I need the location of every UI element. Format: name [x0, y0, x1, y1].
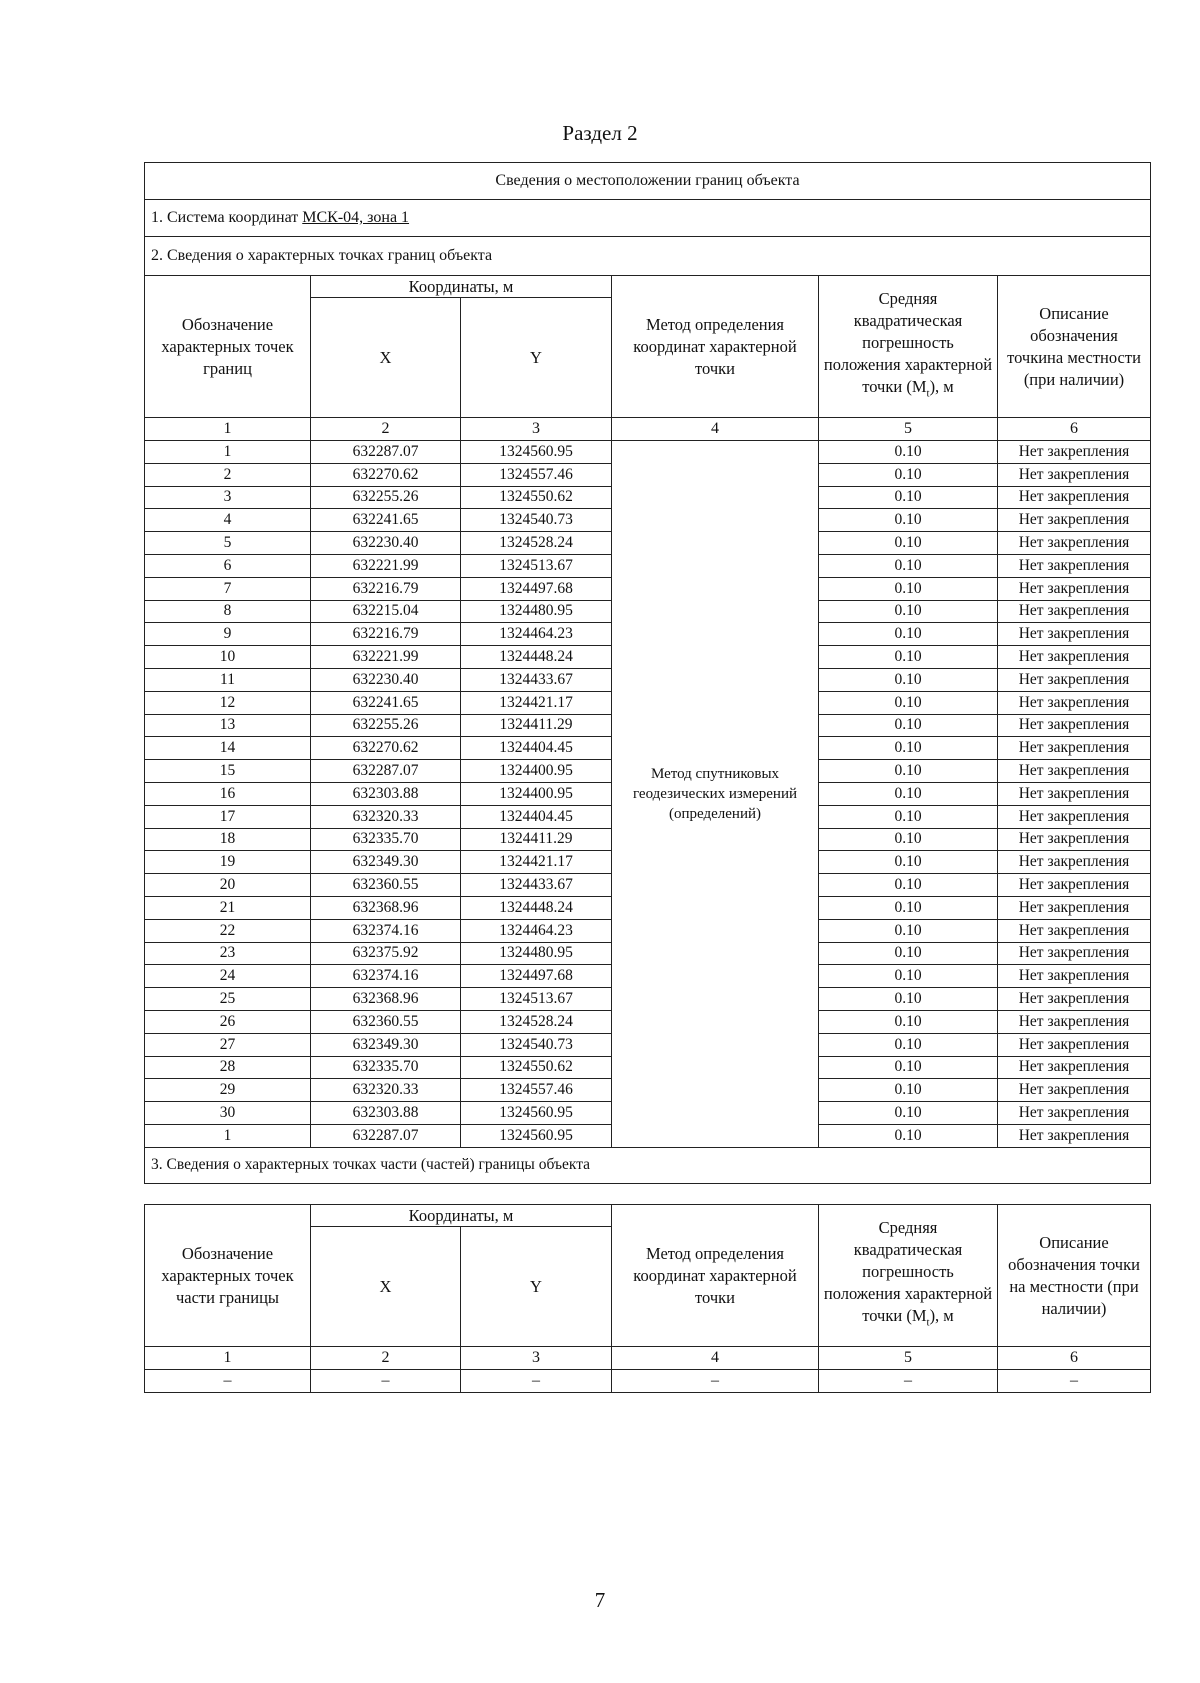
point-number: 3	[145, 486, 311, 509]
point-error: 0.10	[819, 760, 998, 783]
column-number: 2	[311, 1347, 461, 1370]
point-x: 632270.62	[311, 463, 461, 486]
point-error: 0.10	[819, 1056, 998, 1079]
point-x: 632360.55	[311, 1010, 461, 1033]
point-description: Нет закрепления	[998, 782, 1151, 805]
point-error: 0.10	[819, 1010, 998, 1033]
point-error: 0.10	[819, 1102, 998, 1125]
point-y: 1324464.23	[461, 623, 612, 646]
col-header-coords: Координаты, м	[311, 276, 612, 298]
point-error: 0.10	[819, 463, 998, 486]
point-description: Нет закрепления	[998, 1010, 1151, 1033]
point-description: Нет закрепления	[998, 805, 1151, 828]
point-description: Нет закрепления	[998, 874, 1151, 897]
point-y: 1324433.67	[461, 874, 612, 897]
table-row	[145, 441, 1151, 464]
empty-cell: –	[819, 1370, 998, 1393]
point-error: 0.10	[819, 691, 998, 714]
point-error: 0.10	[819, 1124, 998, 1147]
point-number: 22	[145, 919, 311, 942]
point-x: 632287.07	[311, 1124, 461, 1147]
point-description: Нет закрепления	[998, 896, 1151, 919]
part-col-header-description: Описание обозначения точки на местности (при наличии)	[998, 1205, 1151, 1347]
column-number: 6	[998, 418, 1151, 441]
point-error: 0.10	[819, 942, 998, 965]
column-number: 1	[145, 418, 311, 441]
col-header-x: X	[311, 298, 461, 418]
point-number: 14	[145, 737, 311, 760]
point-y: 1324560.95	[461, 1124, 612, 1147]
point-description: Нет закрепления	[998, 691, 1151, 714]
point-description: Нет закрепления	[998, 965, 1151, 988]
point-description: Нет закрепления	[998, 760, 1151, 783]
point-error: 0.10	[819, 714, 998, 737]
point-error: 0.10	[819, 965, 998, 988]
part-boundary-table	[144, 1204, 1151, 1393]
point-error: 0.10	[819, 874, 998, 897]
point-description: Нет закрепления	[998, 851, 1151, 874]
column-number: 3	[461, 1347, 612, 1370]
point-x: 632368.96	[311, 988, 461, 1011]
point-number: 1	[145, 1124, 311, 1147]
part-col-header-designation: Обозначение характерных точек части границы	[145, 1205, 311, 1347]
empty-cell: –	[461, 1370, 612, 1393]
section2-title: 2. Сведения о характерных точках границ объекта	[145, 237, 1151, 276]
main-header: Сведения о местоположении границ объекта	[145, 163, 1151, 200]
point-description: Нет закрепления	[998, 737, 1151, 760]
point-x: 632230.40	[311, 668, 461, 691]
page-number: 7	[594, 1588, 606, 1612]
point-y: 1324480.95	[461, 600, 612, 623]
col-header-description: Описание обозначения точкина местности (при наличии)	[998, 276, 1151, 418]
point-y: 1324421.17	[461, 851, 612, 874]
point-error: 0.10	[819, 919, 998, 942]
point-number: 16	[145, 782, 311, 805]
point-error: 0.10	[819, 851, 998, 874]
point-description: Нет закрепления	[998, 988, 1151, 1011]
point-x: 632360.55	[311, 874, 461, 897]
point-y: 1324557.46	[461, 1079, 612, 1102]
point-description: Нет закрепления	[998, 1056, 1151, 1079]
point-x: 632368.96	[311, 896, 461, 919]
point-error: 0.10	[819, 896, 998, 919]
point-error: 0.10	[819, 1033, 998, 1056]
point-x: 632216.79	[311, 577, 461, 600]
point-x: 632320.33	[311, 805, 461, 828]
point-number: 29	[145, 1079, 311, 1102]
point-description: Нет закрепления	[998, 441, 1151, 464]
page-title: Раздел 2	[562, 121, 638, 145]
point-error: 0.10	[819, 988, 998, 1011]
point-y: 1324540.73	[461, 1033, 612, 1056]
point-description: Нет закрепления	[998, 509, 1151, 532]
point-description: Нет закрепления	[998, 554, 1151, 577]
point-x: 632335.70	[311, 1056, 461, 1079]
point-number: 23	[145, 942, 311, 965]
point-x: 632255.26	[311, 486, 461, 509]
point-y: 1324411.29	[461, 714, 612, 737]
point-x: 632270.62	[311, 737, 461, 760]
point-y: 1324404.45	[461, 737, 612, 760]
point-x: 632287.07	[311, 441, 461, 464]
point-error: 0.10	[819, 668, 998, 691]
point-x: 632241.65	[311, 691, 461, 714]
empty-cell: –	[145, 1370, 311, 1393]
point-x: 632349.30	[311, 851, 461, 874]
point-number: 20	[145, 874, 311, 897]
empty-cell: –	[612, 1370, 819, 1393]
point-number: 9	[145, 623, 311, 646]
part-col-header-x: X	[311, 1227, 461, 1347]
point-description: Нет закрепления	[998, 486, 1151, 509]
point-y: 1324433.67	[461, 668, 612, 691]
empty-cell: –	[311, 1370, 461, 1393]
point-x: 632216.79	[311, 623, 461, 646]
point-number: 6	[145, 554, 311, 577]
point-x: 632215.04	[311, 600, 461, 623]
point-error: 0.10	[819, 805, 998, 828]
point-x: 632374.16	[311, 919, 461, 942]
point-number: 4	[145, 509, 311, 532]
point-y: 1324448.24	[461, 646, 612, 669]
point-y: 1324421.17	[461, 691, 612, 714]
point-number: 2	[145, 463, 311, 486]
point-x: 632303.88	[311, 1102, 461, 1125]
point-error: 0.10	[819, 554, 998, 577]
point-x: 632320.33	[311, 1079, 461, 1102]
column-number: 4	[612, 1347, 819, 1370]
column-numbers-row	[145, 418, 1151, 441]
point-number: 15	[145, 760, 311, 783]
point-number: 1	[145, 441, 311, 464]
boundary-points-table	[144, 162, 1151, 1184]
point-number: 7	[145, 577, 311, 600]
point-description: Нет закрепления	[998, 828, 1151, 851]
point-description: Нет закрепления	[998, 714, 1151, 737]
point-error: 0.10	[819, 600, 998, 623]
point-y: 1324560.95	[461, 1102, 612, 1125]
point-y: 1324513.67	[461, 988, 612, 1011]
point-number: 12	[145, 691, 311, 714]
point-error: 0.10	[819, 441, 998, 464]
point-description: Нет закрепления	[998, 1079, 1151, 1102]
point-x: 632221.99	[311, 554, 461, 577]
point-y: 1324540.73	[461, 509, 612, 532]
empty-cell: –	[998, 1370, 1151, 1393]
point-number: 21	[145, 896, 311, 919]
point-y: 1324464.23	[461, 919, 612, 942]
point-description: Нет закрепления	[998, 668, 1151, 691]
point-description: Нет закрепления	[998, 646, 1151, 669]
point-x: 632375.92	[311, 942, 461, 965]
point-number: 5	[145, 532, 311, 555]
col-header-y: Y	[461, 298, 612, 418]
point-x: 632349.30	[311, 1033, 461, 1056]
section3-title: 3. Сведения о характерных точках части (частей) границы объекта	[145, 1147, 1151, 1183]
point-error: 0.10	[819, 509, 998, 532]
point-number: 24	[145, 965, 311, 988]
point-error: 0.10	[819, 782, 998, 805]
point-number: 8	[145, 600, 311, 623]
point-error: 0.10	[819, 532, 998, 555]
point-error: 0.10	[819, 828, 998, 851]
point-number: 18	[145, 828, 311, 851]
part-empty-row	[145, 1370, 1151, 1393]
point-y: 1324448.24	[461, 896, 612, 919]
column-number: 5	[819, 418, 998, 441]
point-description: Нет закрепления	[998, 919, 1151, 942]
coord-system-label: 1. Система координат	[151, 209, 303, 226]
point-y: 1324404.45	[461, 805, 612, 828]
point-x: 632335.70	[311, 828, 461, 851]
point-error: 0.10	[819, 577, 998, 600]
point-number: 13	[145, 714, 311, 737]
point-y: 1324400.95	[461, 760, 612, 783]
column-number: 6	[998, 1347, 1151, 1370]
col-header-error: Средняя квадратическая погрешность положения характерной точки $(M_t)$, м	[819, 276, 998, 418]
point-x: 632374.16	[311, 965, 461, 988]
point-description: Нет закрепления	[998, 942, 1151, 965]
point-description: Нет закрепления	[998, 600, 1151, 623]
point-number: 30	[145, 1102, 311, 1125]
point-number: 25	[145, 988, 311, 1011]
col-header-designation: Обозначение характерных точек границ	[145, 276, 311, 418]
part-col-header-method: Метод определения координат характерной точки	[612, 1205, 819, 1347]
column-number: 5	[819, 1347, 998, 1370]
column-number: 1	[145, 1347, 311, 1370]
point-description: Нет закрепления	[998, 1102, 1151, 1125]
point-y: 1324550.62	[461, 486, 612, 509]
point-y: 1324560.95	[461, 441, 612, 464]
part-col-header-error: Средняя квадратическая погрешность положения характерной точки $(M_t)$, м	[819, 1205, 998, 1347]
part-col-header-coords: Координаты, м	[311, 1205, 612, 1227]
point-y: 1324480.95	[461, 942, 612, 965]
point-y: 1324528.24	[461, 532, 612, 555]
point-x: 632287.07	[311, 760, 461, 783]
point-number: 27	[145, 1033, 311, 1056]
point-number: 19	[145, 851, 311, 874]
point-x: 632303.88	[311, 782, 461, 805]
point-error: 0.10	[819, 646, 998, 669]
point-description: Нет закрепления	[998, 532, 1151, 555]
point-number: 28	[145, 1056, 311, 1079]
point-y: 1324557.46	[461, 463, 612, 486]
point-description: Нет закрепления	[998, 1033, 1151, 1056]
column-number: 4	[612, 418, 819, 441]
point-number: 17	[145, 805, 311, 828]
point-y: 1324550.62	[461, 1056, 612, 1079]
point-x: 632221.99	[311, 646, 461, 669]
part-column-numbers-row	[145, 1347, 1151, 1370]
point-y: 1324513.67	[461, 554, 612, 577]
point-error: 0.10	[819, 623, 998, 646]
point-description: Нет закрепления	[998, 577, 1151, 600]
point-y: 1324411.29	[461, 828, 612, 851]
point-x: 632230.40	[311, 532, 461, 555]
coord-system-value: МСК-04, зона 1	[302, 209, 410, 226]
point-error: 0.10	[819, 737, 998, 760]
point-y: 1324497.68	[461, 577, 612, 600]
point-y: 1324528.24	[461, 1010, 612, 1033]
point-x: 632241.65	[311, 509, 461, 532]
point-description: Нет закрепления	[998, 463, 1151, 486]
coord-system	[145, 200, 1151, 237]
point-description: Нет закрепления	[998, 623, 1151, 646]
point-error: 0.10	[819, 1079, 998, 1102]
column-number: 3	[461, 418, 612, 441]
point-y: 1324497.68	[461, 965, 612, 988]
point-number: 10	[145, 646, 311, 669]
point-description: Нет закрепления	[998, 1124, 1151, 1147]
point-error: 0.10	[819, 486, 998, 509]
point-y: 1324400.95	[461, 782, 612, 805]
part-col-header-y: Y	[461, 1227, 612, 1347]
point-x: 632255.26	[311, 714, 461, 737]
column-number: 2	[311, 418, 461, 441]
point-number: 11	[145, 668, 311, 691]
col-header-method: Метод определения координат характерной точки	[612, 276, 819, 418]
method-cell: Метод спутниковых геодезических измерений (определений)	[612, 441, 819, 1148]
point-number: 26	[145, 1010, 311, 1033]
